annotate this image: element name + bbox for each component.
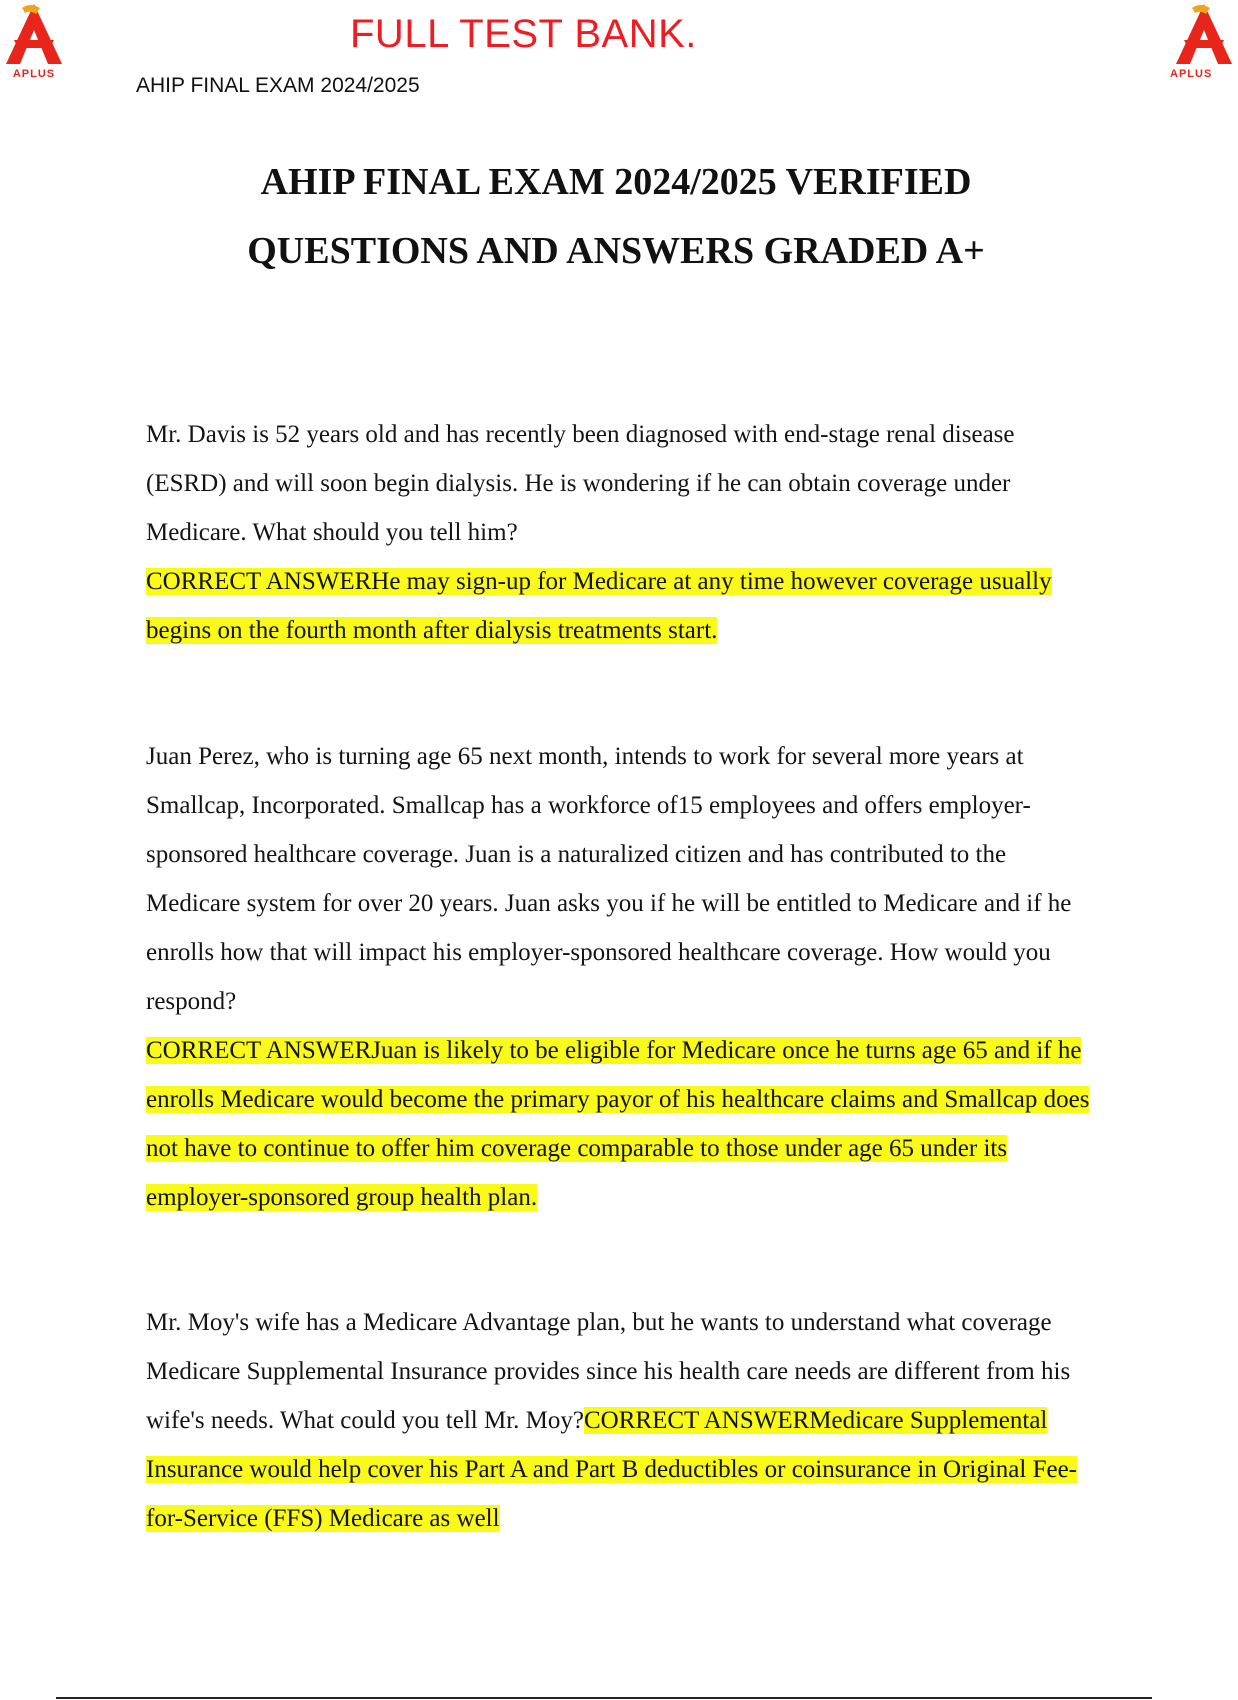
question-text: Mr. Moy's wife has a Medicare Advantage plan, but he wants to understand what coverage Medicare Supplemental Insurance provides since his health care needs are different from his wife's needs. What could you tell Mr. Moy? bbox=[146, 1309, 1071, 1434]
answer-highlight: CORRECT ANSWERHe may sign-up for Medicare at any time however coverage usually begins on the fourth month after dialysis treatments start. bbox=[146, 568, 1052, 644]
question-text: Mr. Davis is 52 years old and has recently been diagnosed with end-stage renal disease (ESRD) and will soon begin dialysis. He is wondering if he can obtain coverage under Medicare. What should you tell him? bbox=[146, 421, 1015, 546]
aplus-logo-right bbox=[1160, 0, 1213, 84]
qa-item-1 bbox=[146, 410, 1096, 655]
aplus-logo-icon bbox=[1170, 0, 1238, 68]
qa-item-3 bbox=[146, 1298, 1096, 1543]
full-test-bank-banner: FULL TEST BANK. bbox=[350, 12, 697, 56]
title-line-1: AHIP FINAL EXAM 2024/2025 VERIFIED bbox=[260, 161, 972, 203]
answer-highlight: CORRECT ANSWERMedicare Supplemental Insurance would help cover his Part A and Part B deductibles or coinsurance in Original Fee-for-Service (FFS) Medicare as well bbox=[146, 1407, 1078, 1532]
qa-item-2 bbox=[146, 732, 1096, 1222]
logo-text: APLUS bbox=[12, 68, 56, 80]
footer-rule bbox=[56, 1697, 1152, 1699]
aplus-logo bbox=[0, 0, 70, 84]
running-header: AHIP FINAL EXAM 2024/2025 bbox=[136, 74, 420, 97]
logo-text-right: APLUS bbox=[1170, 68, 1213, 80]
aplus-logo-icon bbox=[0, 0, 68, 68]
title-line-2: QUESTIONS AND ANSWERS GRADED A+ bbox=[247, 230, 985, 272]
document-title bbox=[0, 148, 1232, 286]
question-text: Juan Perez, who is turning age 65 next month, intends to work for several more years at Smallcap, Incorporated. Smallcap has a workforce of15 employees and offers employer-sponsored healthcare coverage. Juan is a naturalized citizen and has contributed to the Medicare system for over 20 years. Juan asks you if he will be entitled to Medicare and if he enrolls how that will impact his employer-sponsored healthcare coverage. How would you respond? bbox=[146, 743, 1072, 1015]
answer-highlight: CORRECT ANSWERJuan is likely to be eligible for Medicare once he turns age 65 and if he enrolls Medicare would become the primary payor of his healthcare claims and Smallcap does not have to continue to offer him coverage comparable to those under age 65 under its employer-sponsored group health plan. bbox=[146, 1037, 1090, 1211]
